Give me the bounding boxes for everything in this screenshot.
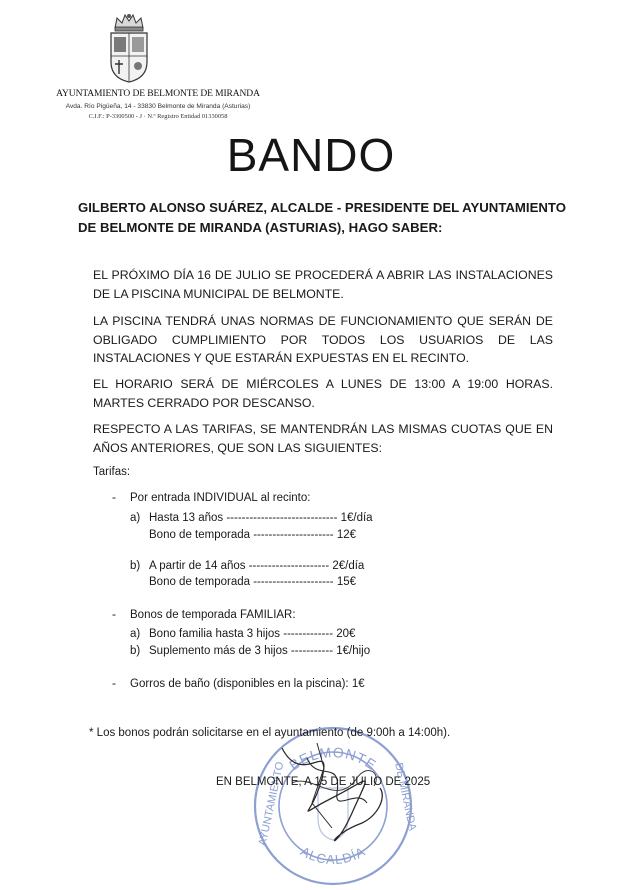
letterhead-address: Avda. Río Pigüeña, 14 - 33830 Belmonte de Miranda (Asturias) bbox=[65, 103, 251, 110]
item-marker: a) bbox=[130, 628, 141, 640]
bullet-dash: - bbox=[112, 607, 116, 621]
stamp-text-top: BELMONTE bbox=[286, 744, 380, 774]
paragraph-fees: RESPECTO A LAS TARIFAS, SE MANTENDRÁN LAS MISMAS CUOTAS QUE EN AÑOS ANTERIORES, QUE SON LAS SIGUIENTES: bbox=[93, 422, 553, 455]
gorros-item: Gorros de baño (disponibles en la piscina): 1€ bbox=[130, 678, 365, 690]
heading bbox=[78, 198, 598, 238]
list-item bbox=[130, 512, 373, 524]
item-text: Suplemento más de 3 hijos ----------- 1€/hijo bbox=[149, 645, 371, 657]
paragraph-rules: LA PISCINA TENDRÁ UNAS NORMAS DE FUNCIONAMIENTO QUE SERÁN DE OBLIGADO CUMPLIMIENTO POR TODOS LOS USUARIOS DE LAS INSTALACIONES Y QUE ESTARÁN EXPUESTAS EN EL RECINTO. bbox=[93, 314, 553, 365]
heading-line-1: GILBERTO ALONSO SUÁREZ, ALCALDE - PRESIDENTE DEL AYUNTAMIENTO bbox=[78, 200, 566, 215]
list-item bbox=[130, 628, 355, 640]
document-title: BANDO bbox=[226, 129, 396, 181]
familiar-label: Bonos de temporada FAMILIAR: bbox=[130, 609, 296, 621]
stamp-text-bottom: ALCALDÍA bbox=[297, 843, 369, 868]
bullet-dash: - bbox=[112, 676, 116, 690]
bullet-dash: - bbox=[112, 490, 116, 504]
item-text: A partir de 14 años --------------------- 2€/día bbox=[149, 560, 365, 572]
item-marker: a) bbox=[130, 512, 141, 524]
signoff-date: EN BELMONTE, A 15 DE JULIO DE 2025 bbox=[216, 776, 431, 788]
stamp-text-left: AYUNTAMIENTO bbox=[256, 760, 287, 847]
letterhead-name: AYUNTAMIENTO DE BELMONTE DE MIRANDA bbox=[56, 89, 260, 99]
tarifas-label: Tarifas: bbox=[93, 466, 131, 478]
signature bbox=[262, 728, 402, 848]
list-item: Bono de temporada --------------------- 12€ bbox=[149, 529, 357, 541]
paragraph-opening: EL PRÓXIMO DÍA 16 DE JULIO SE PROCEDERÁ A ABRIR LAS INSTALACIONES DE LA PISCINA MUNICIPAL DE BELMONTE. bbox=[93, 268, 553, 301]
list-item bbox=[130, 645, 370, 657]
list-item bbox=[130, 560, 364, 572]
item-text: Hasta 13 años ----------------------------- 1€/día bbox=[149, 512, 373, 524]
list-item: Bono de temporada --------------------- 15€ bbox=[149, 576, 357, 588]
item-marker: b) bbox=[130, 645, 141, 657]
bonos-note: * Los bonos podrán solicitarse en el ayuntamiento (de 9:00h a 14:00h). bbox=[89, 727, 451, 739]
letterhead-cif: C.I.F.: P-3300500 - J · N.º Registro Entidad 01330058 bbox=[88, 113, 228, 120]
stamp-text-right: DE MIRANDA bbox=[392, 761, 418, 832]
item-marker: b) bbox=[130, 560, 141, 572]
individual-label: Por entrada INDIVIDUAL al recinto: bbox=[130, 492, 311, 504]
heading-line-2: DE BELMONTE DE MIRANDA (ASTURIAS), HAGO SABER: bbox=[78, 220, 443, 235]
item-text: Bono familia hasta 3 hijos ------------- 20€ bbox=[149, 628, 356, 640]
paragraph-schedule: EL HORARIO SERÁ DE MIÉRCOLES A LUNES DE 13:00 A 19:00 HORAS. MARTES CERRADO POR DESCANSO. bbox=[93, 377, 553, 410]
coat-of-arms-logo bbox=[105, 12, 153, 84]
